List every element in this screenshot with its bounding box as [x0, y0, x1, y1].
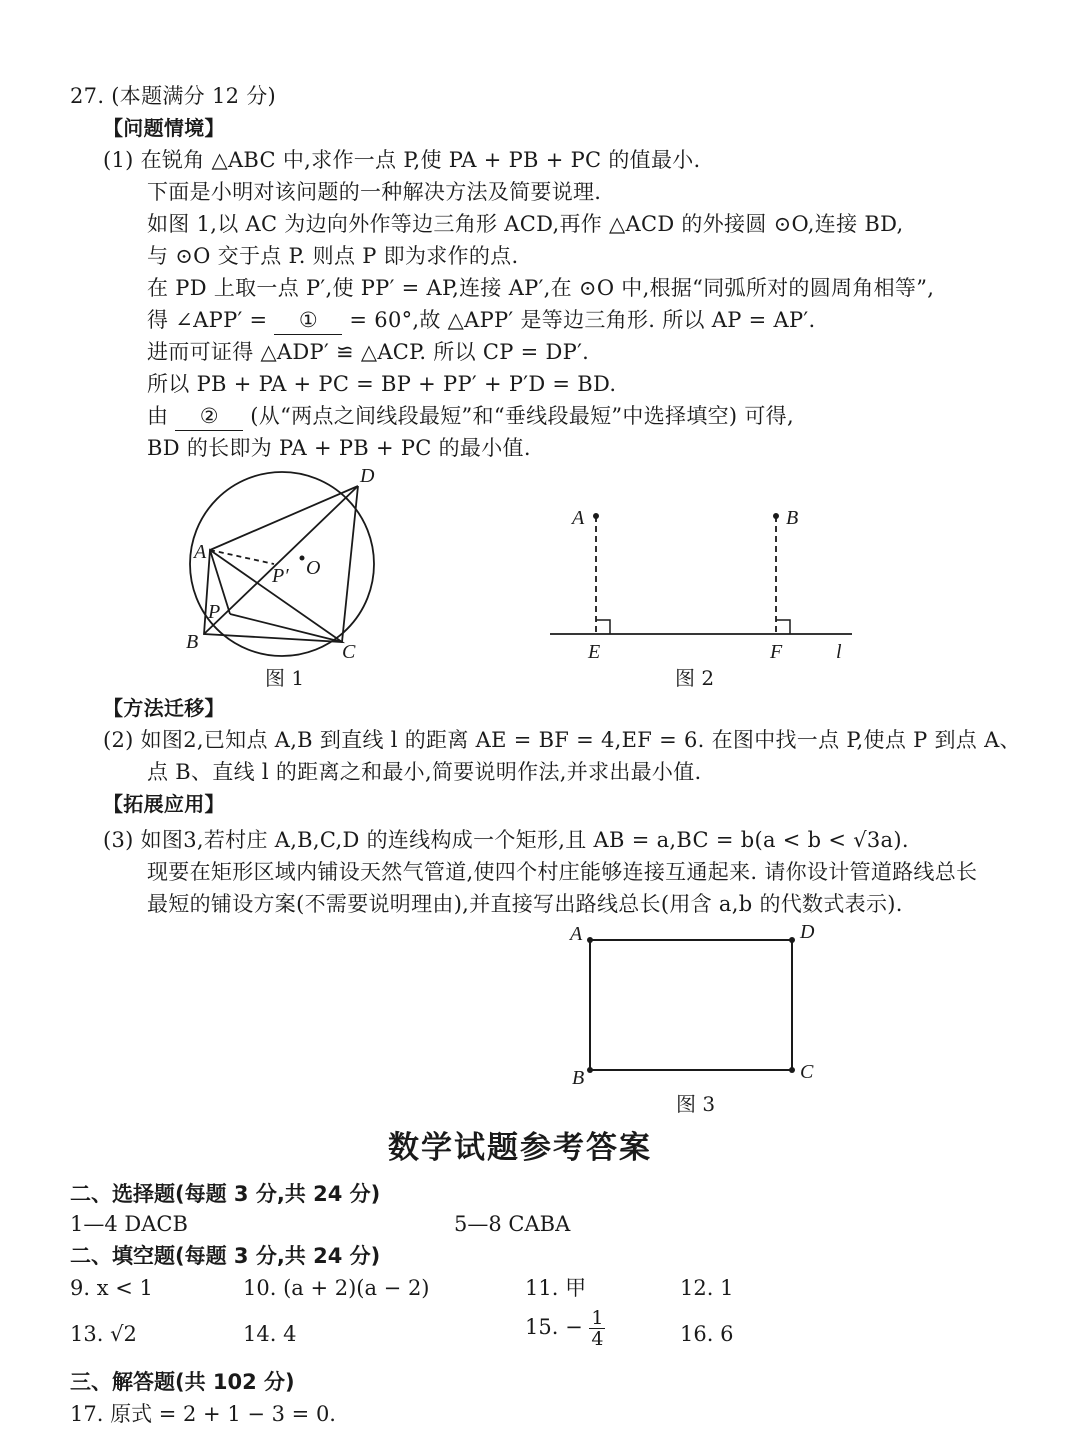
village-d	[789, 937, 795, 943]
part1-line-7: 所以 PB + PA + PC = BP + PP′ + P′D = BD.	[147, 372, 617, 396]
fill-answer-13: 13. √2	[70, 1322, 137, 1346]
village-a	[587, 937, 593, 943]
circumcircle-o	[190, 472, 374, 656]
part1-line-6: 进而可证得 △ADP′ ≌ △ACP. 所以 CP = DP′.	[147, 340, 590, 364]
fraction	[589, 1308, 605, 1349]
point-b	[773, 513, 779, 519]
part3-line-1: (3) 如图3,若村庄 A,B,C,D 的连线构成一个矩形,且 AB = a,BC = b(a < b < √3a).	[103, 828, 909, 852]
rectangle-abcd	[590, 940, 792, 1070]
right-angle-f	[776, 620, 790, 634]
point-o	[300, 556, 305, 561]
part2-line-1: (2) 如图2,已知点 A,B 到直线 l 的距离 AE = BF = 4,EF = 6. 在图中找一点 P,使点 P 到点 A、	[103, 728, 1021, 752]
part2-line-2: 点 B、直线 l 的距离之和最小,简要说明作法,并求出最小值.	[147, 760, 702, 784]
part1-line-3: 如图 1,以 AC 为边向外作等边三角形 ACD,再作 △ACD 的外接圆 ⊙O,连接 BD,	[147, 212, 904, 236]
segment-bd	[204, 486, 358, 634]
blank1-prefix: 得 ∠APP′ =	[147, 308, 268, 332]
right-angle-e	[596, 620, 610, 634]
segment-pc	[230, 614, 342, 642]
fill-answer-11: 11. 甲	[525, 1276, 587, 1300]
section-fill-heading: 二、填空题(每题 3 分,共 24 分)	[70, 1244, 381, 1268]
point-a	[593, 513, 599, 519]
part1-blank-line-1	[147, 306, 815, 335]
fig3-label-d: D	[800, 921, 815, 943]
answer-key-title: 数学试题参考答案	[388, 1130, 652, 1166]
fig2-label-f: F	[770, 641, 783, 663]
figure-3-diagram	[560, 920, 830, 1090]
figure-2-caption: 图 2	[675, 666, 715, 690]
fig1-label-p-prime: P′	[272, 565, 289, 587]
section-choice-heading: 二、选择题(每题 3 分,共 24 分)	[70, 1182, 381, 1206]
blank2-suffix: (从“两点之间线段最短”和“垂线段最短”中选择填空) 可得,	[250, 404, 794, 428]
problem-header: 27. (本题满分 12 分)	[70, 84, 277, 108]
figure-2-diagram	[540, 498, 860, 666]
fraction-denominator: 4	[591, 1328, 604, 1350]
part1-line-2: 下面是小明对该问题的一种解决方法及简要说理.	[147, 180, 602, 204]
part1-line-5: 在 PD 上取一点 P′,使 PP′ = AP,连接 AP′,在 ⊙O 中,根据“同弧所对的圆周角相等”,	[147, 276, 935, 300]
blank1-suffix: = 60°,故 △APP′ 是等边三角形. 所以 AP = AP′.	[349, 308, 816, 332]
solve-answer-17: 17. 原式 = 2 + 1 − 3 = 0.	[70, 1402, 336, 1426]
figure-3-caption: 图 3	[676, 1092, 716, 1116]
fill-answer-9: 9. x < 1	[70, 1276, 153, 1300]
fig2-label-b: B	[786, 507, 799, 529]
part1-line-1: (1) 在锐角 △ABC 中,求作一点 P,使 PA + PB + PC 的值最小.	[103, 148, 701, 172]
fig2-label-l: l	[836, 641, 842, 663]
segment-ad	[210, 486, 358, 550]
section-title-method-transfer: 【方法迁移】	[103, 696, 225, 720]
fill-answer-14: 14. 4	[243, 1322, 297, 1346]
part3-line-3: 最短的铺设方案(不需要说明理由),并直接写出路线总长(用含 a,b 的代数式表示).	[147, 892, 903, 916]
figure-1-caption: 图 1	[265, 666, 305, 690]
section-title-extended-application: 【拓展应用】	[103, 792, 225, 816]
fill-answer-16: 16. 6	[680, 1322, 734, 1346]
figure-1-diagram	[180, 462, 430, 662]
part1-line-4: 与 ⊙O 交于点 P. 则点 P 即为求作的点.	[147, 244, 519, 268]
part1-blank-line-2	[147, 402, 794, 431]
village-c	[789, 1067, 795, 1073]
choice-answers-1-4: 1—4 DACB	[70, 1212, 188, 1236]
fig1-label-a: A	[194, 541, 207, 563]
choice-answers-5-8: 5—8 CABA	[454, 1212, 571, 1236]
fill-answer-15-prefix: 15. −	[525, 1315, 583, 1339]
fig1-label-o: O	[306, 557, 321, 579]
section-solve-heading: 三、解答题(共 102 分)	[70, 1370, 295, 1394]
fig1-label-b: B	[186, 631, 199, 653]
fig1-label-p: P	[208, 601, 221, 623]
part1-line-last: BD 的长即为 PA + PB + PC 的最小值.	[147, 436, 531, 460]
fill-answer-10: 10. (a + 2)(a − 2)	[243, 1276, 430, 1300]
section-title-problem-situation: 【问题情境】	[103, 116, 225, 140]
fig3-label-a: A	[570, 923, 583, 945]
blank2-prefix: 由	[147, 404, 169, 428]
answer-blank-2: ②	[175, 402, 243, 431]
part3-line-2: 现要在矩形区域内铺设天然气管道,使四个村庄能够连接互通起来. 请你设计管道路线总长	[147, 860, 978, 884]
fill-answer-12: 12. 1	[680, 1276, 734, 1300]
fig3-label-c: C	[800, 1061, 814, 1083]
village-b	[587, 1067, 593, 1073]
fig1-label-c: C	[342, 641, 356, 662]
fig2-label-e: E	[588, 641, 601, 663]
fill-answer-15	[525, 1308, 605, 1349]
fraction-numerator: 1	[591, 1307, 604, 1329]
fig2-label-a: A	[572, 507, 585, 529]
answer-blank-1: ①	[274, 306, 342, 335]
fig1-label-d: D	[360, 465, 375, 487]
fig3-label-b: B	[572, 1067, 585, 1089]
